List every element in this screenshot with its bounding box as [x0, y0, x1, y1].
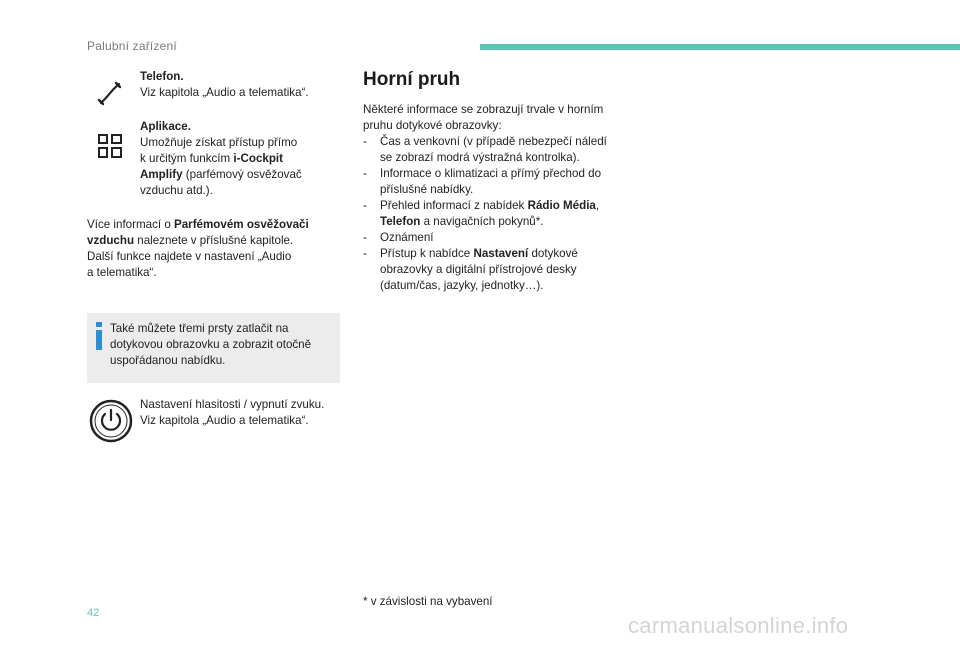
bullet5-pre: Přístup k nabídce: [380, 247, 474, 260]
apps-line2-text: k určitým funkcím: [140, 152, 234, 165]
tip-line2: dotykovou obrazovku a zobrazit otočně: [110, 338, 312, 351]
apps-grid-icon: [92, 128, 128, 164]
tip-text: [110, 321, 335, 369]
bullet-marker: -: [363, 247, 367, 260]
apps-title: Aplikace.: [140, 120, 191, 133]
bullet3-pre: Přehled informací z nabídek: [380, 199, 528, 212]
phone-description: Viz kapitola „Audio a telematika“.: [140, 86, 309, 99]
list-item: [363, 230, 638, 246]
apps-entry: [140, 119, 340, 199]
phone-handset-icon: [92, 76, 128, 112]
intro-line2: pruhu dotykové obrazovky:: [363, 119, 502, 132]
more-info-pre: Více informací o: [87, 218, 174, 231]
apps-icockpit: i-Cockpit: [233, 152, 284, 165]
power-entry: [140, 397, 340, 429]
watermark: carmanualsonline.info: [628, 613, 849, 638]
bullet5-nastaveni: Nastavení: [473, 247, 529, 260]
bullet4-line1: Oznámení: [380, 231, 434, 244]
apps-line3: [140, 167, 340, 183]
apps-line2: [140, 151, 340, 167]
apps-amplify: Amplify: [140, 168, 183, 181]
bullet5-post: dotykové: [528, 247, 578, 260]
bullet-list: [363, 134, 638, 294]
bullet3-comma: ,: [595, 199, 600, 212]
page-number: 42: [87, 607, 100, 619]
header-accent-bar: [480, 44, 960, 50]
bullet3-radio-media: Rádio Média: [527, 199, 596, 212]
more-info-bold2: vzduchu: [87, 234, 135, 247]
bullet2-line1: Informace o klimatizaci a přímý přechod do: [380, 167, 602, 180]
more-info-post1: naleznete v příslušné kapitole.: [134, 234, 294, 247]
list-item: [363, 166, 638, 198]
more-info-paragraph: [87, 217, 339, 281]
intro-paragraph: [363, 102, 633, 134]
phone-entry: [140, 69, 340, 101]
bullet5-line2: obrazovky a digitální přístrojové desky: [380, 263, 577, 276]
bullet1-line2: se zobrazí modrá výstražná kontrolka).: [380, 151, 580, 164]
intro-line1: Některé informace se zobrazují trvale v horním: [363, 103, 604, 116]
bullet5-line3: (datum/čas, jazyky, jednotky…).: [380, 279, 544, 292]
power-button-icon: [88, 398, 134, 444]
phone-title: Telefon.: [140, 70, 184, 83]
bullet1-line1: Čas a venkovní (v případě nebezpečí náledí: [380, 135, 607, 148]
info-icon: [93, 322, 105, 350]
bullet2-line2: příslušné nabídky.: [380, 183, 474, 196]
bullet-marker: -: [363, 167, 367, 180]
bullet5-line1: [380, 246, 638, 262]
footnote: * v závislosti na vybavení: [363, 595, 493, 608]
bullet3-line1: [380, 198, 638, 214]
list-item: [363, 134, 638, 166]
power-line1: Nastavení hlasitosti / vypnutí zvuku.: [140, 398, 325, 411]
more-info-line3: Další funkce najdete v nastavení „Audio: [87, 250, 292, 263]
section-heading: Horní pruh: [363, 69, 461, 90]
power-line2: Viz kapitola „Audio a telematika“.: [140, 414, 309, 427]
bullet-marker: -: [363, 199, 367, 212]
tip-line3: uspořádanou nabídku.: [110, 354, 226, 367]
bullet3-post: a navigačních pokynů*.: [420, 215, 544, 228]
apps-line1: Umožňuje získat přístup přímo: [140, 136, 298, 149]
list-item: [363, 198, 638, 230]
tip-box: [87, 313, 340, 383]
bullet3-telefon: Telefon: [380, 215, 421, 228]
more-info-bold1: Parfémovém osvěžovači: [174, 218, 309, 231]
tip-line1: Také můžete třemi prsty zatlačit na: [110, 322, 289, 335]
bullet-marker: -: [363, 135, 367, 148]
more-info-line4: a telematika“.: [87, 266, 157, 279]
bullet3-line2: [380, 214, 638, 230]
apps-line3-text: (parfémový osvěžovač: [182, 168, 302, 181]
section-header-title: Palubní zařízení: [87, 39, 177, 53]
apps-line4: vzduchu atd.).: [140, 184, 213, 197]
bullet-marker: -: [363, 231, 367, 244]
list-item: [363, 246, 638, 294]
